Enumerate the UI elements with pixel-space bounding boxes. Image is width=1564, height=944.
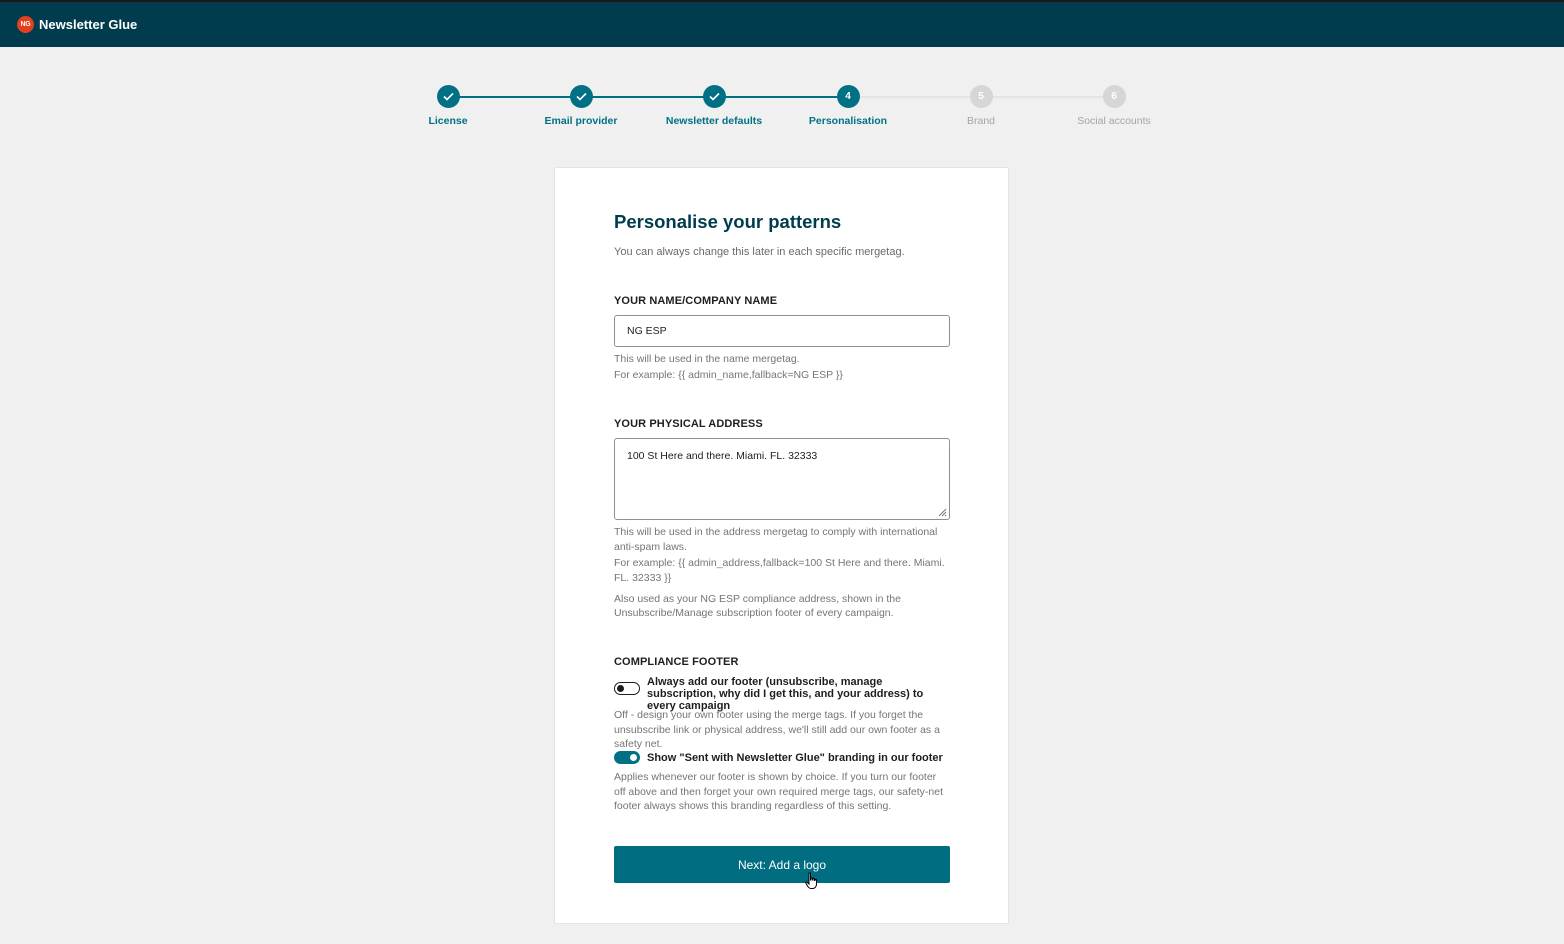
always-add-footer-label: Always add our footer (unsubscribe, manage subscription, why did I get this, and your address) to every campaign [647, 676, 924, 712]
step-license[interactable] [378, 85, 518, 127]
compliance-footer-label: COMPLIANCE FOOTER [614, 656, 739, 668]
step-number: 5 [970, 85, 993, 108]
step-label: License [428, 115, 468, 127]
personalisation-card [554, 167, 1009, 924]
always-add-footer-toggle[interactable] [614, 682, 640, 695]
step-newsletter-defaults[interactable] [644, 85, 784, 127]
show-branding-label: Show "Sent with Newsletter Glue" branding in our footer [647, 751, 943, 764]
address-field-label: YOUR PHYSICAL ADDRESS [614, 418, 763, 430]
physical-address-textarea[interactable] [614, 438, 950, 520]
step-complete-checkmark-icon [703, 85, 726, 108]
name-example-text: For example: {{ admin_name,fallback=NG ESP }} [614, 369, 843, 381]
step-complete-checkmark-icon [570, 85, 593, 108]
step-label: Newsletter defaults [665, 115, 763, 127]
show-branding-toggle[interactable] [614, 751, 640, 764]
top-bar [0, 0, 1564, 47]
company-name-input[interactable] [614, 315, 950, 347]
step-label: Personalisation [808, 115, 888, 127]
address-example-text: For example: {{ admin_address,fallback=100 St Here and there. Miami. FL. 32333 }} [614, 557, 945, 584]
newsletter-glue-logo-icon: NG [17, 16, 34, 33]
step-label: Email provider [544, 115, 618, 127]
app-title: Newsletter Glue [39, 17, 138, 32]
address-value: 100 St Here and there. Miami. FL. 32333 [627, 450, 818, 462]
footer-toggle-help: Off - design your own footer using the merge tags. If you forget the unsubscribe link or physical address, we'll still add our own footer as a safety net. [614, 709, 940, 750]
step-number: 4 [837, 85, 860, 108]
name-help-text: This will be used in the name mergetag. [614, 353, 800, 365]
page-title: Personalise your patterns [614, 211, 842, 232]
step-personalisation[interactable] [778, 85, 918, 127]
name-field-label: YOUR NAME/COMPANY NAME [614, 295, 778, 307]
address-compliance-note: Also used as your NG ESP compliance address, shown in the Unsubscribe/Manage subscription footer of every campaign. [614, 593, 901, 619]
hand-cursor-icon [805, 872, 820, 890]
step-social-accounts[interactable] [1044, 85, 1184, 127]
resize-grip-icon[interactable] [938, 508, 947, 517]
next-add-logo-button[interactable]: Next: Add a logo [614, 846, 950, 883]
step-label: Social accounts [1077, 115, 1151, 127]
page-subtitle: You can always change this later in each specific mergetag. [614, 246, 905, 258]
branding-toggle-row [614, 751, 950, 764]
step-complete-checkmark-icon [437, 85, 460, 108]
step-label: Brand [966, 115, 996, 127]
branding-toggle-help: Applies whenever our footer is shown by choice. If you turn our footer off above and then forget your own required merge tags, our safety-net footer always shows this branding regardless of this setting. [614, 771, 944, 812]
address-help-text: This will be used in the address mergetag to comply with international anti-spam laws. [614, 526, 938, 553]
step-number: 6 [1103, 85, 1126, 108]
setup-stepper [0, 85, 1564, 130]
footer-toggle-row [614, 676, 950, 712]
step-brand[interactable] [911, 85, 1051, 127]
step-email-provider[interactable] [511, 85, 651, 127]
